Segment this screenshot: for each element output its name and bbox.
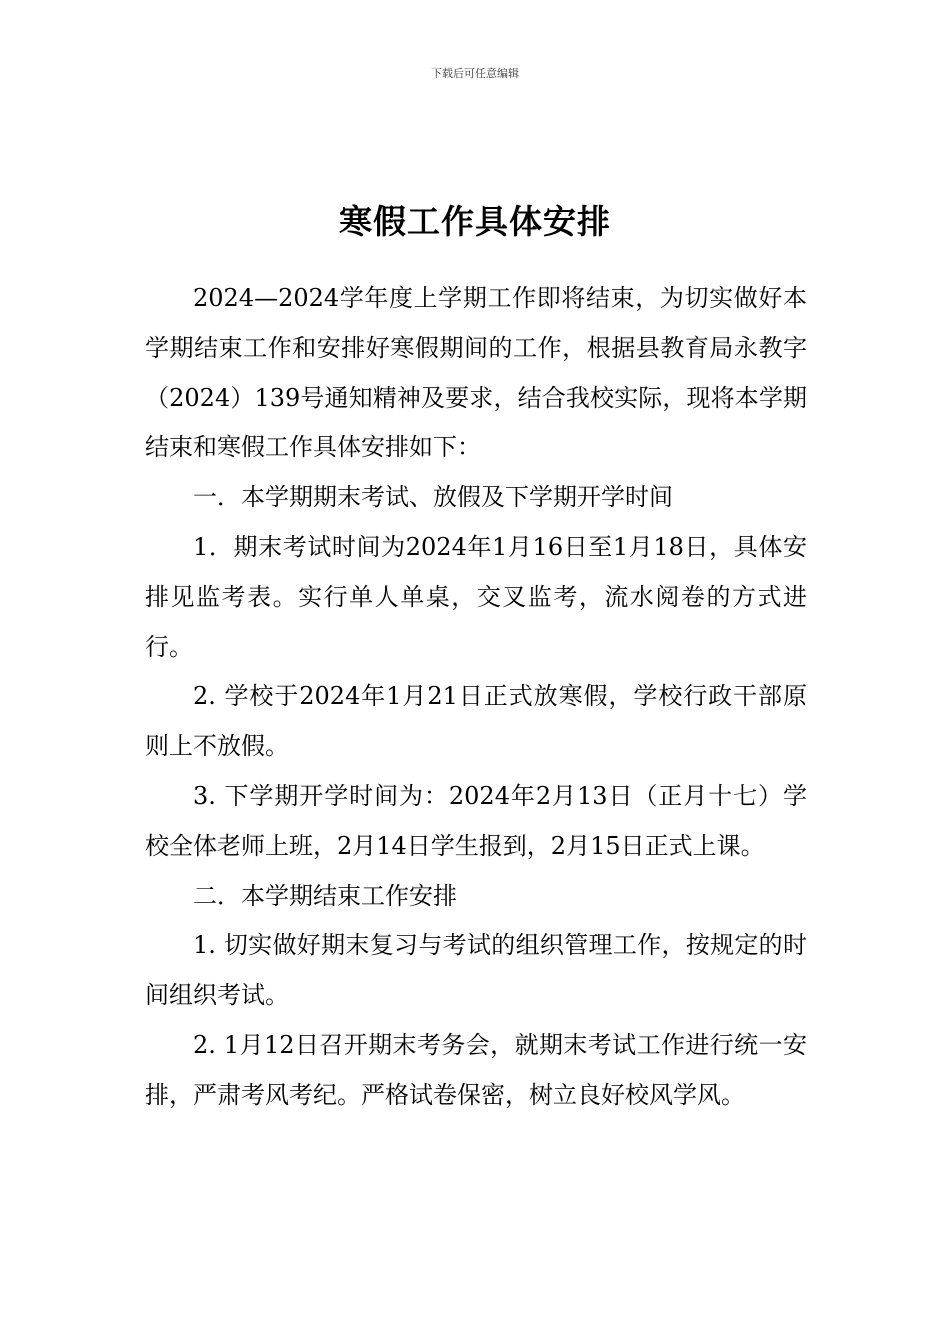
paragraph-item: 2. 学校于2024年1月21日正式放寒假，学校行政干部原则上不放假。 [145,682,807,761]
document-title: 寒假工作具体安排 [339,202,611,242]
paragraph-item: 1. 切实做好期末复习与考试的组织管理工作，按规定的时间组织考试。 [145,931,807,1010]
header-note: 下载后可任意编辑 [431,67,519,80]
intro-paragraph: 2024—2024学年度上学期工作即将结束，为切实做好本学期结束工作和安排好寒假期间的工作，根据县教育局永教字（2024）139号通知精神及要求，结合我校实际，现将本学期结束和寒假工作具体安排如下： [145,284,807,462]
paragraph-item: 3. 下学期开学时间为：2024年2月13日（正月十七）学校全体老师上班，2月14日学生报到，2月15日正式上课。 [145,781,807,860]
paragraph-item: 2. 1月12日召开期末考务会，就期末考试工作进行统一安排，严肃考风考纪。严格试卷保密，树立良好校风学风。 [145,1030,807,1109]
paragraph-item: 1．期末考试时间为2024年1月16日至1月18日，具体安排见监考表。实行单人单桌，交叉监考，流水阅卷的方式进行。 [145,532,807,661]
section-heading-1: 一．本学期期末考试、放假及下学期开学时间 [193,483,673,512]
section-heading-2: 二．本学期结束工作安排 [193,881,457,910]
document-body [145,274,807,1121]
